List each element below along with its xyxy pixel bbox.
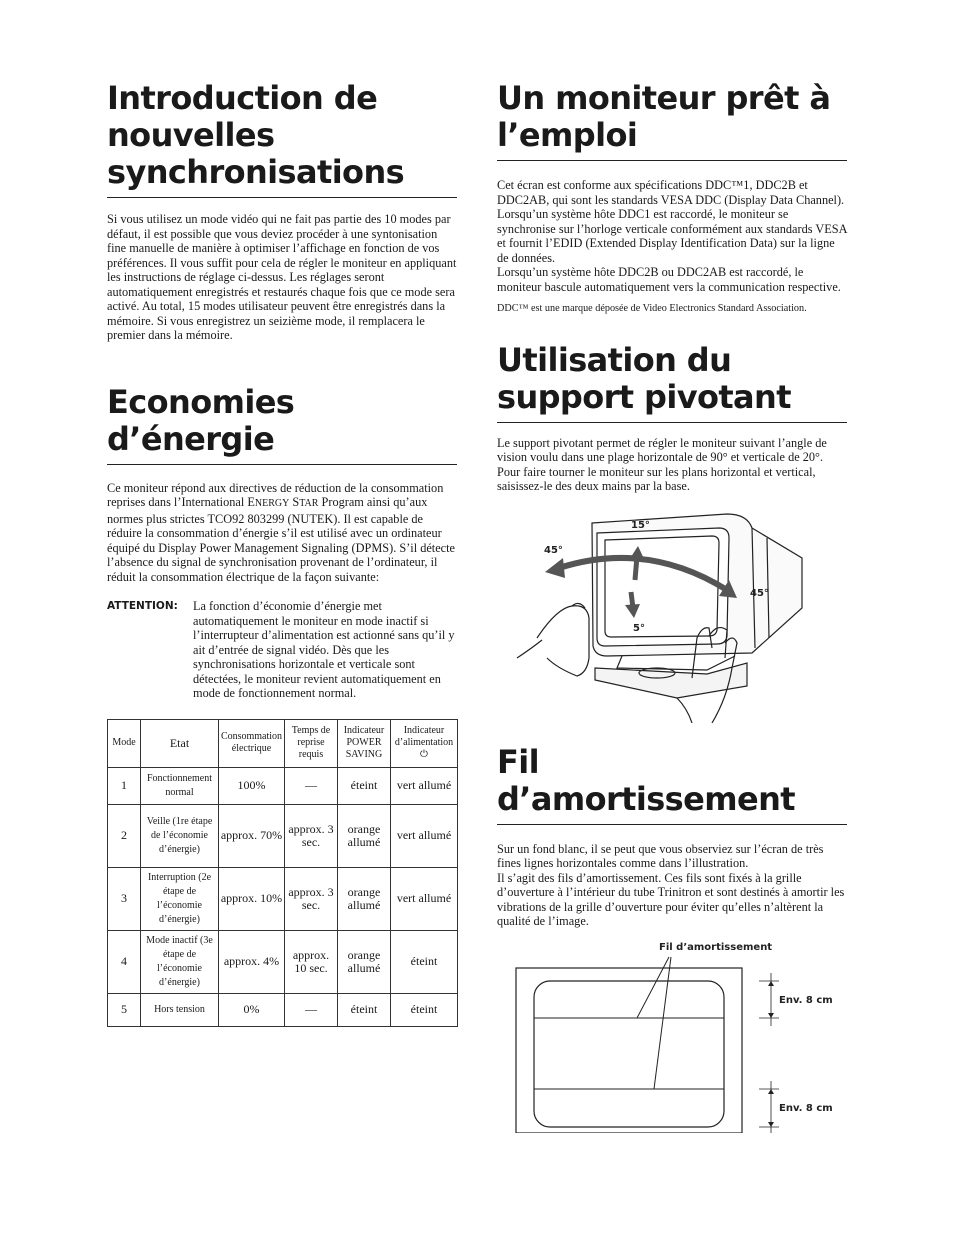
- cell-mode: 1: [108, 767, 141, 804]
- new-sync-paragraph: Si vous utilisez un mode vidéo qui ne fait pas partie des 10 modes par défaut, il est possible que vous deviez procéder à une syntonisation fine manuelle de manière à optimiser l’affichage en fonction de vos préférences. Il vous suffit pour cela de régler le moniteur en appliquant les instructions de réglage ci-dessus. Les réglages seront automatiquement enregistrés et restaurés chaque fois que ce mode sera activé. Au total, 15 modes utilisateur peuvent être enregistrés dans la mémoire. Si vous enregistrez un seizième mode, il remplacera le premier dans la mémoire.: [107, 212, 457, 342]
- section-title-swivel: Utilisation du support pivotant: [497, 342, 847, 423]
- cell-alimentation: vert allumé: [391, 867, 458, 930]
- cell-etat: Fonctionnement normal: [141, 767, 219, 804]
- screen-outer-frame: [516, 968, 742, 1133]
- screen-inner-frame: [534, 981, 724, 1127]
- section-title-energy: Economies d’énergie: [107, 384, 457, 465]
- cell-temps: —: [285, 767, 338, 804]
- energy-text-sc1: NERGY: [254, 498, 290, 509]
- left-column: [107, 80, 457, 1027]
- ready-paragraph-3: Lorsqu’un système hôte DDC2B ou DDC2AB est raccordé, le moniteur bascule automatiquement vers la communication respective.: [497, 265, 841, 294]
- label-tilt-up: 15°: [631, 519, 650, 531]
- damper-wire-illustration: [497, 933, 847, 1133]
- table-header-row: [108, 719, 458, 767]
- swivel-paragraph-2: Pour faire tourner le moniteur sur les plans horizontal et vertical, saisissez-le des deux mains par la base.: [497, 464, 816, 493]
- wire-paragraph-1: Sur un fond blanc, il se peut que vous observiez sur l’écran de très fines lignes horizontales comme dans l’illustration.: [497, 841, 824, 870]
- right-column: [497, 80, 847, 1133]
- power-modes-table: [107, 719, 458, 1027]
- energy-text-2: S: [289, 495, 300, 509]
- header-mode: Mode: [108, 719, 141, 767]
- cell-etat: Interruption (2e étape de l’économie d’énergie): [141, 867, 219, 930]
- header-consommation: Consommation électrique: [219, 719, 285, 767]
- power-icon: ⏻: [420, 749, 428, 760]
- energy-text-1: Ce moniteur répond aux directives de réduction de la consommation reprises dans l’International E: [107, 480, 444, 509]
- cell-temps: approx. 3 sec.: [285, 804, 338, 867]
- label-tilt-down: 5°: [633, 622, 645, 634]
- cell-etat: Mode inactif (3e étape de l’économie d’énergie): [141, 930, 219, 993]
- cell-power-saving: orange allumé: [338, 804, 391, 867]
- cell-mode: 5: [108, 993, 141, 1026]
- cell-alimentation: éteint: [391, 993, 458, 1026]
- ready-paragraph-2: Lorsqu’un système hôte DDC1 est raccordé, le moniteur se synchronise sur l’horloge verticale conformément aux standards VESA et fournit l’EDID (Extended Display Identification Data) sur la ligne de données.: [497, 207, 847, 265]
- label-env-top: Env. 8 cm: [779, 994, 833, 1006]
- table-row: [108, 930, 458, 993]
- cell-alimentation: vert allumé: [391, 767, 458, 804]
- pointer-line-bottom: [654, 957, 671, 1089]
- cell-alimentation: éteint: [391, 930, 458, 993]
- cell-consommation: approx. 4%: [219, 930, 285, 993]
- wire-paragraph-2: Il s’agit des fils d’amortissement. Ces fils sont fixés à la grille d’ouverture à l’intérieur du tube Trinitron et sont destinés à amortir les vibrations de la grille d’ouverture pour éviter qu’elles n’altèrent la qualité de l’image.: [497, 870, 845, 928]
- attention-label: ATTENTION:: [107, 600, 178, 612]
- label-env-bottom: Env. 8 cm: [779, 1102, 833, 1114]
- cell-mode: 4: [108, 930, 141, 993]
- energy-text-3: Program ainsi qu’aux normes plus strictes TCO92 803299 (NUTEK). Il est capable de réduire la consommation d’énergie s’il est utilisé avec un ordinateur équipé du Display Power Management Signaling (DPMS). S’il détecte l’absence du signal de synchronisation provenant de l’ordinateur, il réduit la consommation électrique de la façon suivante:: [107, 495, 456, 584]
- energy-text-sc2: TAR: [299, 498, 319, 509]
- cell-power-saving: éteint: [338, 993, 391, 1026]
- cell-consommation: 100%: [219, 767, 285, 804]
- header-indicateur-alim: [391, 719, 458, 767]
- cell-consommation: 0%: [219, 993, 285, 1026]
- ready-paragraph-1: Cet écran est conforme aux spécifications DDC™1, DDC2B et DDC2AB, qui sont les standards VESA DDC (Display Data Channel).: [497, 178, 845, 207]
- ddc-trademark-note: DDC™ est une marque déposée de Video Electronics Standard Association.: [497, 303, 807, 314]
- attention-note: [107, 599, 457, 701]
- section-title-wire: Fil d’amortissement: [497, 744, 847, 825]
- header-temps: Temps de reprise requis: [285, 719, 338, 767]
- cell-temps: approx. 3 sec.: [285, 867, 338, 930]
- label-swivel-left: 45°: [544, 544, 563, 556]
- header-indicateur-power: Indicateur POWER SAVING: [338, 719, 391, 767]
- table-row: [108, 993, 458, 1026]
- cell-etat: Hors tension: [141, 993, 219, 1026]
- cell-power-saving: orange allumé: [338, 930, 391, 993]
- table-row: [108, 804, 458, 867]
- label-swivel-right: 45°: [750, 587, 769, 599]
- cell-mode: 2: [108, 804, 141, 867]
- attention-text: La fonction d’économie d’énergie met automatiquement le moniteur en mode inactif si l’interrupteur d’alimentation est actionné sans qu’il y ait d’entrée de signal vidéo. Dès que les synchronisations horizontale et verticale sont détectées, le moniteur revient automatiquement en mode de fonctionnement normal.: [193, 599, 455, 700]
- cell-mode: 3: [108, 867, 141, 930]
- energy-paragraph: [107, 481, 457, 585]
- swivel-paragraph-1: Le support pivotant permet de régler le moniteur suivant l’angle de vision voulu dans une plage horizontale de 90° et verticale de 20°.: [497, 435, 827, 464]
- header-indicateur-alim-label: Indicateur d’alimentation: [394, 725, 454, 748]
- cell-temps: approx. 10 sec.: [285, 930, 338, 993]
- section-title-ready: Un moniteur prêt à l’emploi: [497, 80, 847, 161]
- table-row: [108, 767, 458, 804]
- cell-temps: —: [285, 993, 338, 1026]
- cell-consommation: approx. 10%: [219, 867, 285, 930]
- label-damper-wire: Fil d’amortissement: [659, 941, 773, 953]
- section-title-new-sync: Introduction de nouvelles synchronisations: [107, 80, 457, 198]
- cell-etat: Veille (1re étape de l’économie d’énergie): [141, 804, 219, 867]
- left-arrowhead: [545, 558, 565, 578]
- cell-alimentation: vert allumé: [391, 804, 458, 867]
- cell-power-saving: éteint: [338, 767, 391, 804]
- table-row: [108, 867, 458, 930]
- cell-consommation: approx. 70%: [219, 804, 285, 867]
- header-etat: Etat: [141, 719, 219, 767]
- swivel-illustration: [497, 508, 847, 723]
- cell-power-saving: orange allumé: [338, 867, 391, 930]
